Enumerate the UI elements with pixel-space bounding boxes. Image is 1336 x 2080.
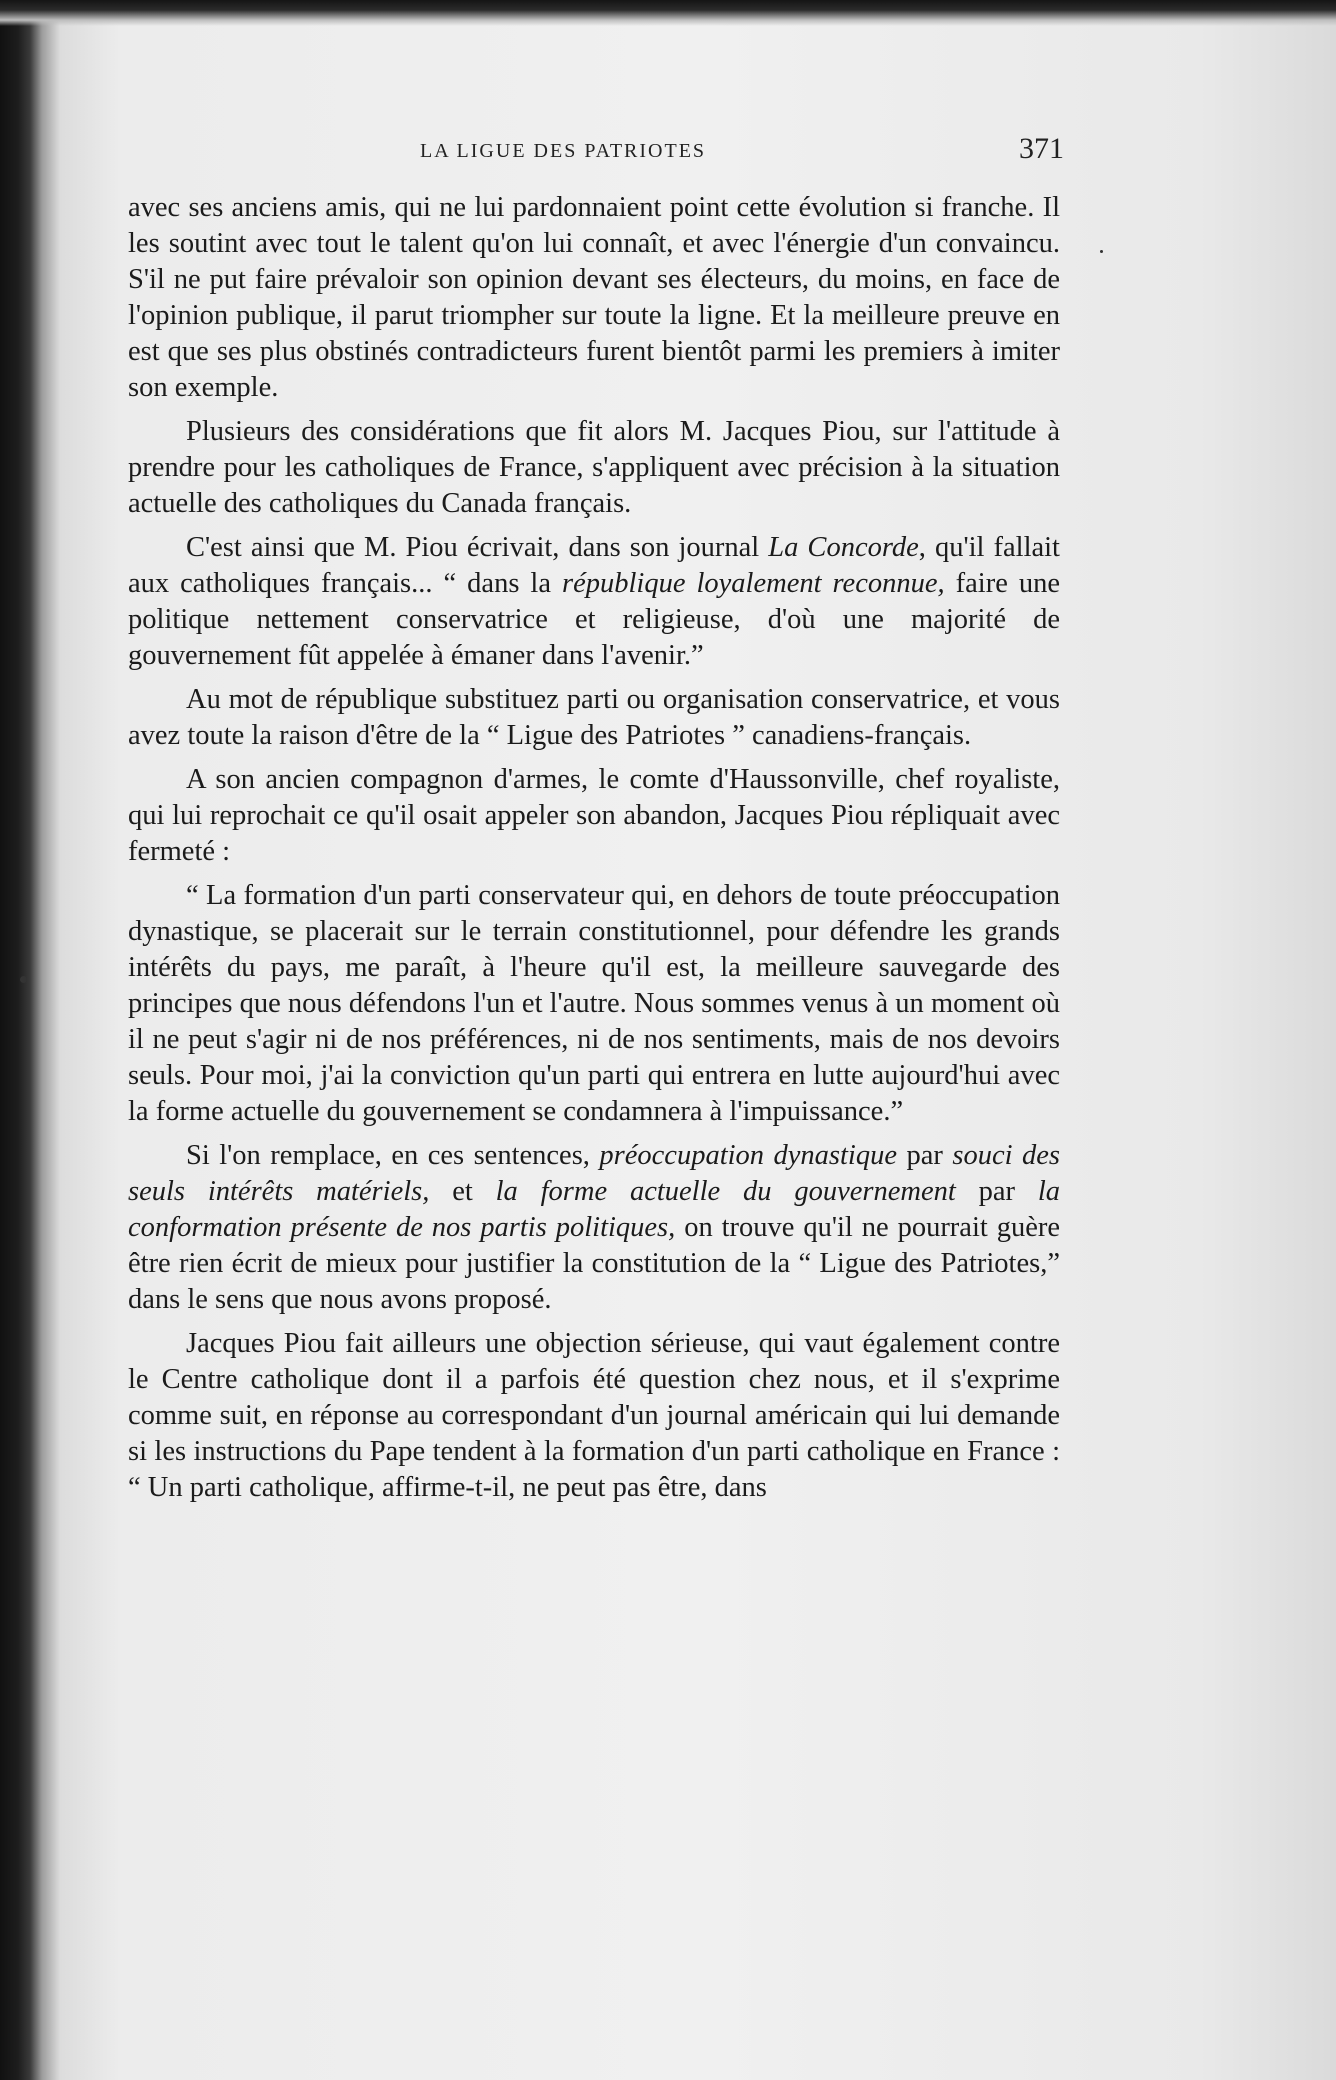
- text-run: et: [429, 1176, 496, 1207]
- text-run: Si l'on remplace, en ces sentences,: [186, 1140, 600, 1171]
- italic-run: la forme actuelle du gouvernement: [495, 1176, 956, 1207]
- scan-speck: [20, 976, 27, 983]
- text-run: par: [955, 1176, 1038, 1207]
- paragraph-4: Au mot de république substituez parti ou organisation conservatrice, et vous avez toute la raison d'être de la “ Ligue des Patriotes ” canadiens-français.: [128, 684, 1060, 751]
- paragraph-3: [128, 530, 1060, 674]
- text-run: par: [897, 1140, 953, 1171]
- page-number: 371: [1019, 132, 1064, 165]
- text-run: faire une politique nettement conservatrice et religieuse, d'où une majorité de gouvernement fût appelée à émaner dans l'avenir.”: [128, 568, 1060, 671]
- paragraph-1: avec ses anciens amis, qui ne lui pardonnaient point cette évolution si franche. Il les soutint avec tout le talent qu'on lui connaît, et avec l'énergie d'un convaincu. S'il ne put faire prévaloir son opinion devant ses électeurs, du moins, en face de l'opinion publique, il parut triompher sur toute la ligne. Et la meilleure preuve en est que ses plus obstinés contradicteurs furent bientôt parmi les premiers à imiter son exemple.: [128, 192, 1060, 403]
- italic-run: souci des seuls intérêts matériels,: [128, 1140, 1060, 1207]
- italic-run: la conformation présente de nos partis politiques,: [128, 1176, 1060, 1243]
- text-run: on trouve qu'il ne pourrait guère être rien écrit de mieux pour justifier la constitution de la “ Ligue des Patriotes,” dans le sens que nous avons proposé.: [128, 1212, 1060, 1315]
- book-page: [120, 128, 1064, 1948]
- italic-run: république loyalement reconnue,: [562, 568, 945, 599]
- scan-speck: [1100, 250, 1103, 253]
- paragraph-8: Jacques Piou fait ailleurs une objection sérieuse, qui vaut également contre le Centre catholique dont il a parfois été question chez nous, et il s'exprime comme suit, en réponse au correspondant d'un journal américain qui lui demande si les instructions du Pape tendent à la formation d'un parti catholique en France : “ Un parti catholique, affirme-t-il, ne peut pas être, dans: [128, 1328, 1060, 1503]
- paragraph-5: A son ancien compagnon d'armes, le comte d'Haussonville, chef royaliste, qui lui reprochait ce qu'il osait appeler son abandon, Jacques Piou répliquait avec fermeté :: [128, 764, 1060, 867]
- italic-run: préoccupation dynastique: [599, 1140, 897, 1171]
- paragraph-7: [128, 1138, 1060, 1318]
- body-text: [128, 190, 1060, 1514]
- text-run: , qu'il fallait aux catholiques français... “ dans la: [128, 532, 1060, 599]
- paragraph-2: Plusieurs des considérations que fit alors M. Jacques Piou, sur l'attitude à prendre pour les catholiques de France, s'appliquent avec précision à la situation actuelle des catholiques du Canada français.: [128, 416, 1060, 519]
- text-run: C'est ainsi que M. Piou écrivait, dans son journal: [186, 532, 769, 563]
- italic-run: La Concorde: [768, 532, 919, 563]
- running-title: LA LIGUE DES PATRIOTES: [420, 140, 707, 162]
- page-header: [120, 128, 1064, 172]
- quotation-paragraph: “ La formation d'un parti conservateur qui, en dehors de toute préoccupation dynastique, se placerait sur le terrain constitutionnel, pour défendre les grands intérêts du pays, me paraît, à l'heure qu'il est, la meilleure sauvegarde des principes que nous défendons l'un et l'autre. Nous sommes venus à un moment où il ne peut s'agir ni de nos préférences, ni de nos sentiments, mais de nos devoirs seuls. Pour moi, j'ai la conviction qu'un parti qui entrera en lutte aujourd'hui avec la forme actuelle du gouvernement se condamnera à l'impuissance.”: [128, 880, 1060, 1127]
- page-top-edge-shadow: [0, 0, 1336, 26]
